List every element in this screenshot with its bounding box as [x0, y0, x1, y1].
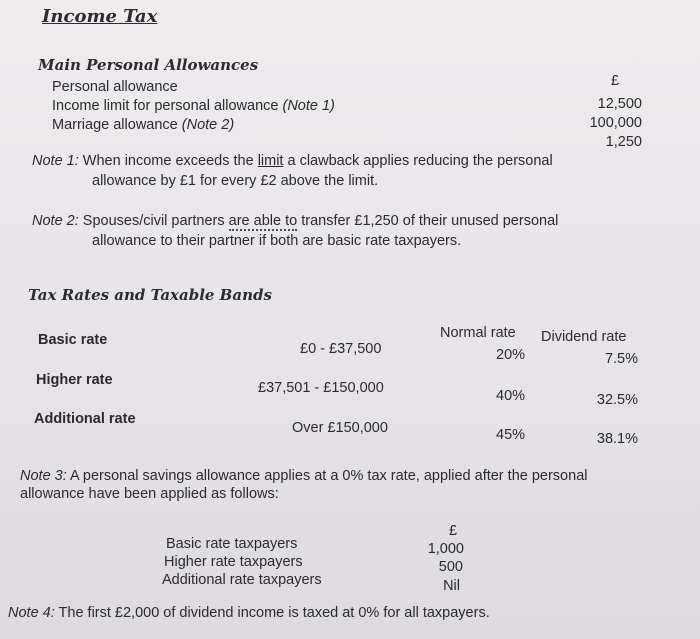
- page-title: Income Tax: [42, 6, 158, 27]
- band-normal-basic: 20%: [496, 347, 526, 363]
- band-name-basic: Basic rate: [38, 332, 108, 348]
- note-2-line-2: allowance to their partner if both are basic rate taxpayers.: [92, 233, 462, 249]
- limit-link: limit: [257, 153, 284, 169]
- note-3-line-2: allowance have been applied as follows:: [20, 486, 279, 502]
- note-4: Note 4: The first £2,000 of dividend income is taxed at 0% for all taxpayers.: [8, 605, 490, 621]
- note-3-line-1: Note 3: A personal savings allowance applies at a 0% tax rate, applied after the personal: [20, 468, 588, 484]
- note-2-line-1: Note 2: Spouses/civil partners are able to transfer £1,250 of their unused personal: [32, 213, 559, 229]
- band-normal-higher: 40%: [496, 388, 526, 404]
- note-1-line-2: allowance by £1 for every £2 above the limit.: [92, 173, 379, 189]
- band-dividend-additional: 38.1%: [596, 431, 638, 447]
- allowance-value-personal: 12,500: [597, 96, 642, 112]
- savings-value-basic: 1,000: [427, 541, 464, 557]
- band-name-higher: Higher rate: [36, 372, 113, 388]
- band-dividend-basic: 7.5%: [604, 351, 638, 367]
- savings-currency: £: [448, 523, 458, 539]
- allowances-currency: £: [610, 73, 620, 89]
- band-range-additional: Over £150,000: [292, 420, 388, 436]
- bands-heading: Tax Rates and Taxable Bands: [28, 286, 272, 304]
- note-1-line-1: Note 1: When income exceeds the limit a clawback applies reducing the personal: [32, 153, 553, 169]
- band-dividend-higher: 32.5%: [596, 392, 638, 408]
- savings-label-additional: Additional rate taxpayers: [162, 572, 322, 588]
- band-name-additional: Additional rate: [34, 411, 136, 427]
- band-range-higher: £37,501 - £150,000: [258, 380, 384, 396]
- allowance-value-income-limit: 100,000: [589, 115, 642, 131]
- savings-value-additional: Nil: [443, 578, 460, 594]
- allowance-label-marriage: Marriage allowance (Note 2): [52, 117, 235, 133]
- allowance-label-income-limit: Income limit for personal allowance (Note 1): [52, 98, 335, 114]
- allowances-heading: Main Personal Allowances: [38, 56, 259, 74]
- savings-label-basic: Basic rate taxpayers: [166, 536, 298, 552]
- col-header-dividend: Dividend rate: [541, 329, 627, 345]
- band-normal-additional: 45%: [496, 427, 526, 443]
- allowance-value-marriage: 1,250: [605, 134, 642, 150]
- savings-label-higher: Higher rate taxpayers: [164, 554, 303, 570]
- are-able-to-link: are able to: [228, 213, 298, 229]
- col-header-normal: Normal rate: [440, 325, 516, 341]
- allowance-label-personal: Personal allowance: [52, 79, 178, 95]
- savings-value-higher: 500: [438, 559, 463, 575]
- band-range-basic: £0 - £37,500: [300, 341, 382, 357]
